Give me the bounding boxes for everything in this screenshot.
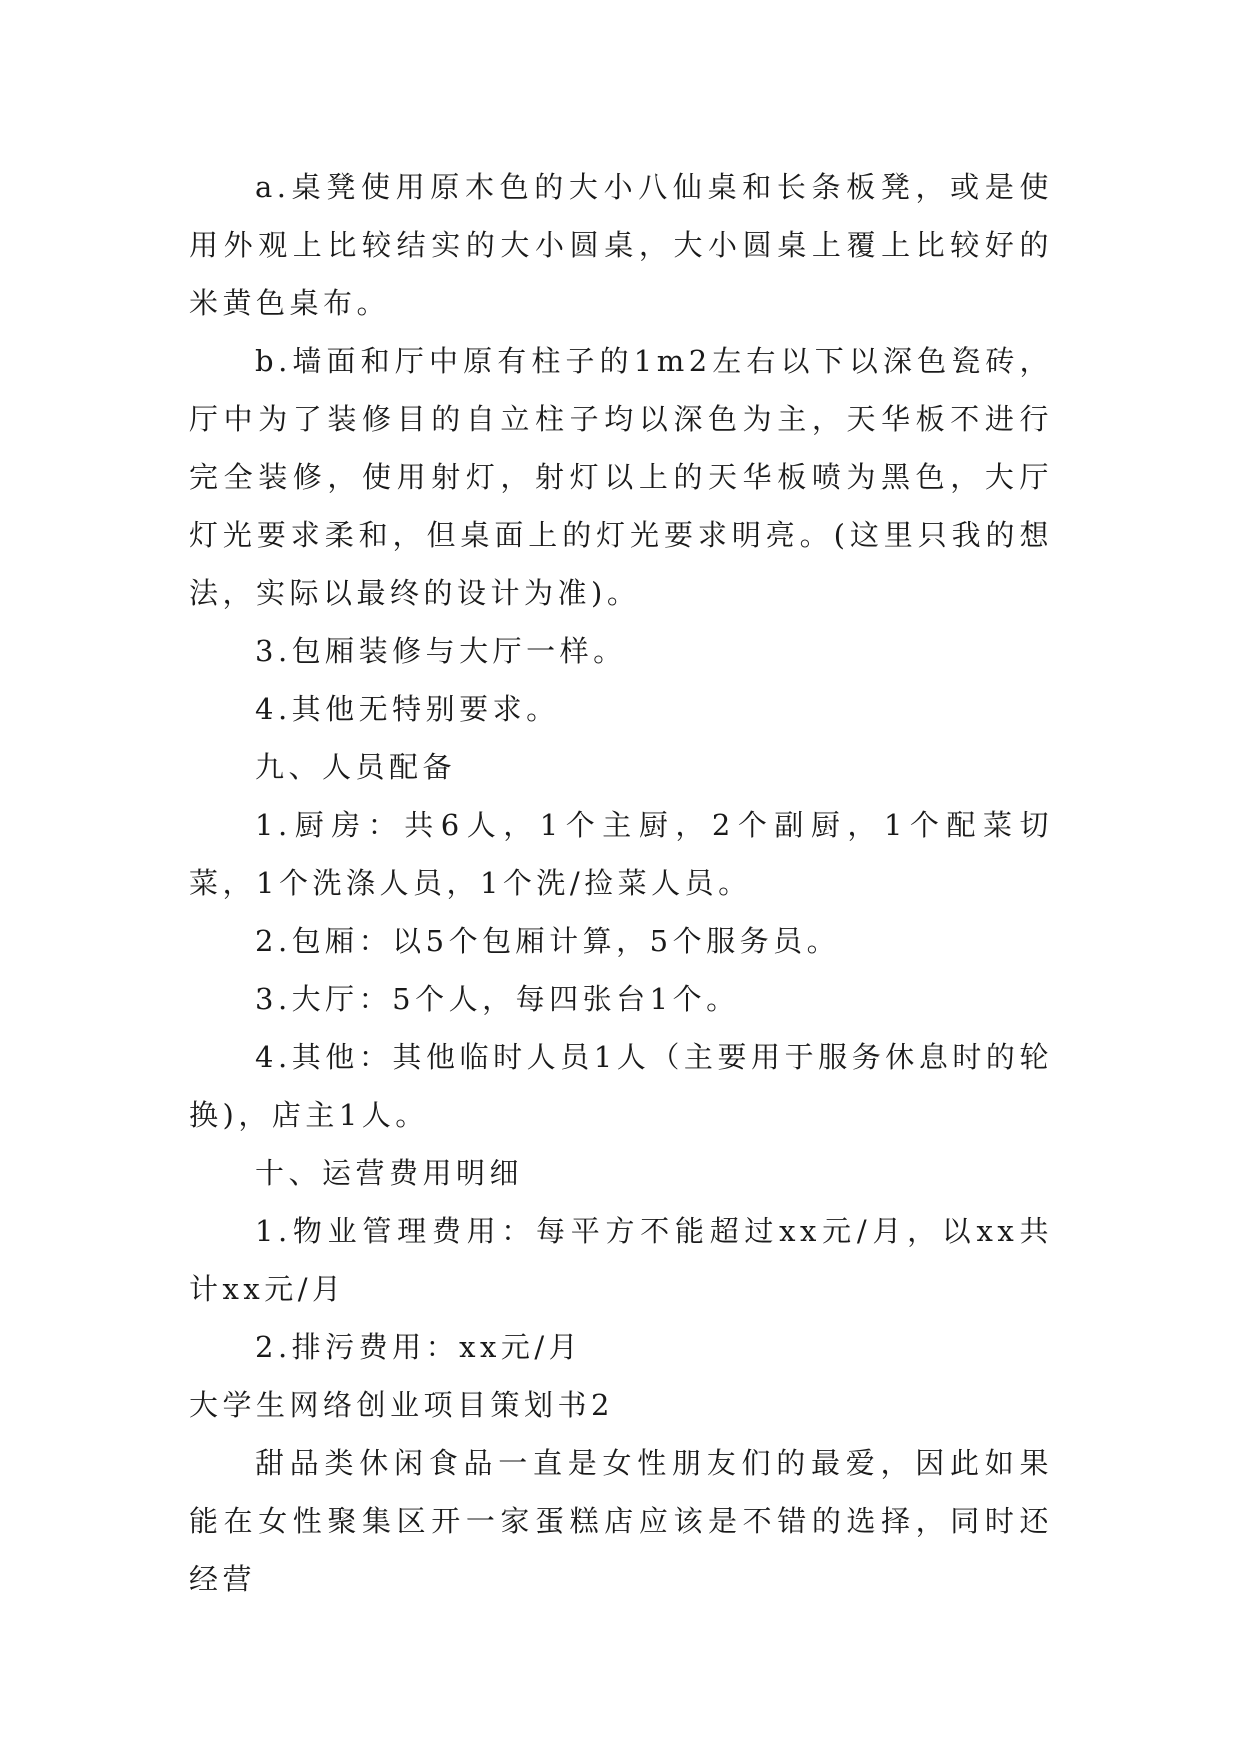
paragraph-furniture: a.桌凳使用原木色的大小八仙桌和长条板凳，或是使用外观上比较结实的大小圆桌，大小圆桌上覆上比较好的米黄色桌布。 xyxy=(189,170,1053,320)
paragraph-walls-lighting: b.墙面和厅中原有柱子的1m2左右以下以深色瓷砖，厅中为了装修目的自立柱子均以深色为主，天华板不进行完全装修，使用射灯，射灯以上的天华板喷为黑色，大厅灯光要求柔和，但桌面上的灯光要求明亮。(这里只我的想法，实际以最终的设计为准)。 xyxy=(189,344,1053,610)
paragraph-kitchen-staff: 1.厨房：共6人，1个主厨，2个副厨，1个配菜切菜，1个洗涤人员，1个洗/捡菜人员。 xyxy=(189,808,1053,900)
paragraph-sewage-fee: 2.排污费用：xx元/月 xyxy=(255,1330,583,1364)
document-title: 大学生网络创业项目策划书2 xyxy=(189,1388,614,1422)
paragraph-other-requirements: 4.其他无特别要求。 xyxy=(255,692,560,726)
paragraph-other-staff: 4.其他：其他临时人员1人（主要用于服务休息时的轮换)，店主1人。 xyxy=(189,1040,1053,1132)
paragraph-property-fee: 1.物业管理费用：每平方不能超过xx元/月，以xx共计xx元/月 xyxy=(189,1214,1053,1306)
section-heading-operating-costs: 十、运营费用明细 xyxy=(255,1156,524,1190)
paragraph-private-room-staff: 2.包厢：以5个包厢计算，5个服务员。 xyxy=(255,924,841,958)
section-heading-staffing: 九、人员配备 xyxy=(255,750,457,784)
paragraph-hall-staff: 3.大厅：5个人，每四张台1个。 xyxy=(255,982,740,1016)
paragraph-dessert-intro: 甜品类休闲食品一直是女性朋友们的最爱，因此如果能在女性聚集区开一家蛋糕店应该是不错的选择，同时还经营 xyxy=(189,1446,1053,1596)
paragraph-private-room-decor: 3.包厢装修与大厅一样。 xyxy=(255,634,627,668)
document-body xyxy=(189,158,1053,1608)
